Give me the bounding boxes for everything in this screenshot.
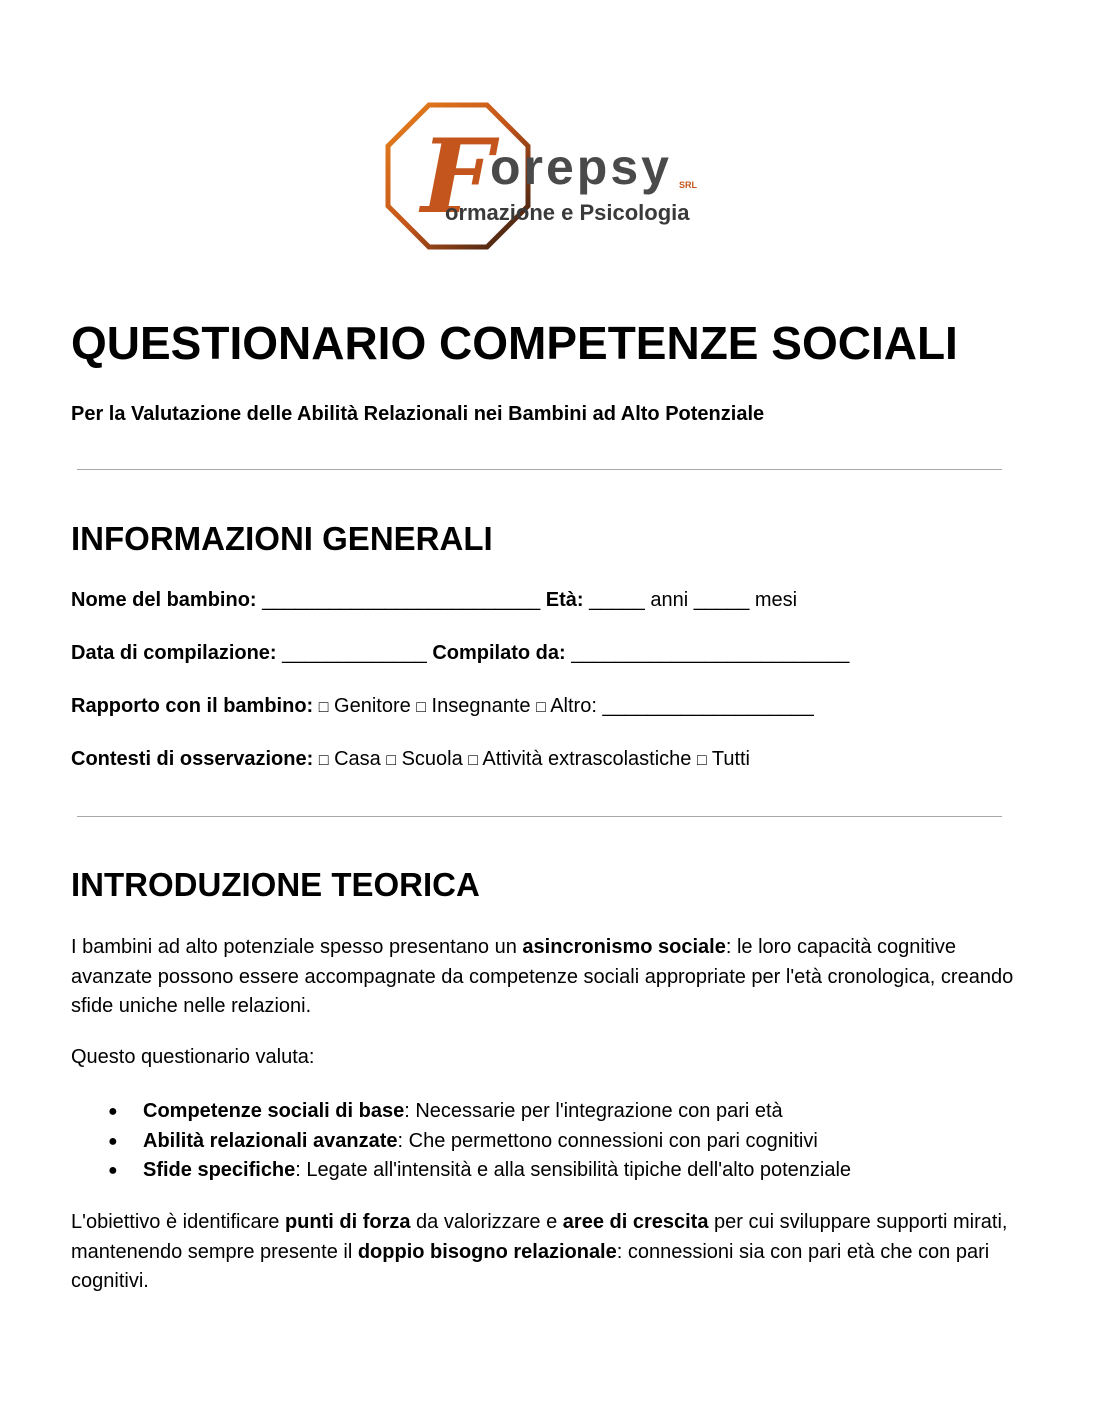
option-insegnante: Insegnante [431,695,531,717]
option-scuola: Scuola [401,748,463,770]
checkbox-altro[interactable]: □ [536,699,546,716]
intro-p1-text-a: I bambini ad alto potenziale spesso presentano un [71,936,523,958]
divider [77,816,1002,817]
divider [77,469,1002,470]
document-subtitle: Per la Valutazione delle Abilità Relazionali nei Bambini ad Alto Potenziale [71,403,765,425]
option-casa: Casa [334,748,381,770]
checkbox-tutti[interactable]: □ [696,752,707,769]
intro-p3-text-e: : connessioni sia con pari età che con pari cognitivi. [71,1240,990,1292]
checkbox-scuola[interactable]: □ [386,752,397,769]
logo-tagline: ormazione e Psicologia [445,200,690,225]
checkbox-genitore[interactable]: □ [318,699,329,716]
intro-paragraph-3 [71,1208,1031,1297]
intro-p3-bold-2: aree di crescita [562,1211,709,1233]
age-years-unit: anni [650,589,689,611]
field-child-name-age [71,587,797,613]
compiled-by-label: Compilato da: [432,642,566,664]
relationship-other-blank[interactable]: ___________________ [602,695,814,717]
field-observation-contexts [71,746,750,774]
intro-p1-text-b: : le loro capacità cognitive avanzate possono essere accompagnate da competenze sociali appropriate per l'età cronologica, creando sfide uniche nelle relazioni. [71,936,1014,1017]
section-heading-introduction: INTRODUZIONE TEORICA [71,866,480,903]
checkbox-extrascolastiche[interactable]: □ [468,752,478,769]
option-altro: Altro: [550,695,597,717]
list-item-text: : Legate all'intensità e alla sensibilità tipiche dell'alto potenziale [295,1159,852,1181]
list-item [108,1156,851,1186]
date-blank[interactable]: _____________ [282,642,427,664]
field-relationship [71,693,814,721]
bullet-icon: ● [108,1103,118,1120]
logo-letter-f: F [421,117,494,237]
checkbox-casa[interactable]: □ [318,752,329,769]
age-years-blank[interactable]: _____ [589,589,645,611]
age-months-unit: mesi [754,589,798,611]
field-date-compiler [71,640,849,666]
intro-paragraph-2: Questo questionario valuta: [71,1046,315,1068]
age-label: Età: [545,589,584,611]
bullet-icon: ● [108,1162,118,1179]
list-item-text: : Che permettono connessioni con pari cognitivi [397,1129,818,1152]
forepsy-logo [383,102,703,252]
intro-p3-text-c: da valorizzare e [410,1211,563,1233]
relationship-label: Rapporto con il bambino: [71,695,314,717]
logo-name: orepsy [490,139,672,195]
option-tutti: Tutti [711,748,750,770]
bullet-icon: ● [108,1132,118,1150]
child-name-label: Nome del bambino: [71,589,257,611]
list-item-bold: Sfide specifiche [143,1159,296,1181]
logo-suffix: SRL [679,180,697,190]
section-heading-general-info: INFORMAZIONI GENERALI [71,520,493,557]
child-name-blank[interactable]: _________________________ [262,589,541,611]
option-genitore: Genitore [334,695,411,717]
intro-paragraph-1 [71,933,1031,1022]
option-extrascolastiche: Attività extrascolastiche [482,748,692,770]
intro-p1-bold: asincronismo sociale [522,936,726,958]
intro-p3-text-d: per cui sviluppare supporti mirati, mantenendo sempre presente il [71,1211,1008,1263]
contexts-label: Contesti di osservazione: [71,748,314,770]
list-item [108,1127,851,1157]
intro-p3-text-a: L'obiettivo è identificare [71,1211,285,1233]
list-item-bold: Competenze sociali di base [143,1100,405,1122]
list-item-bold: Abilità relazionali avanzate [143,1129,398,1152]
intro-p3-bold-3: doppio bisogno relazionale [357,1240,617,1263]
evaluation-list [108,1097,851,1186]
age-months-blank[interactable]: _____ [693,589,750,611]
list-item-text: : Necessarie per l'integrazione con pari età [404,1100,783,1122]
intro-p3-bold-1: punti di forza [284,1211,411,1233]
list-item [108,1097,851,1127]
checkbox-insegnante[interactable]: □ [416,699,426,716]
date-label: Data di compilazione: [71,642,277,664]
compiled-by-blank[interactable]: _________________________ [571,642,850,664]
document-title: QUESTIONARIO COMPETENZE SOCIALI [71,317,958,369]
